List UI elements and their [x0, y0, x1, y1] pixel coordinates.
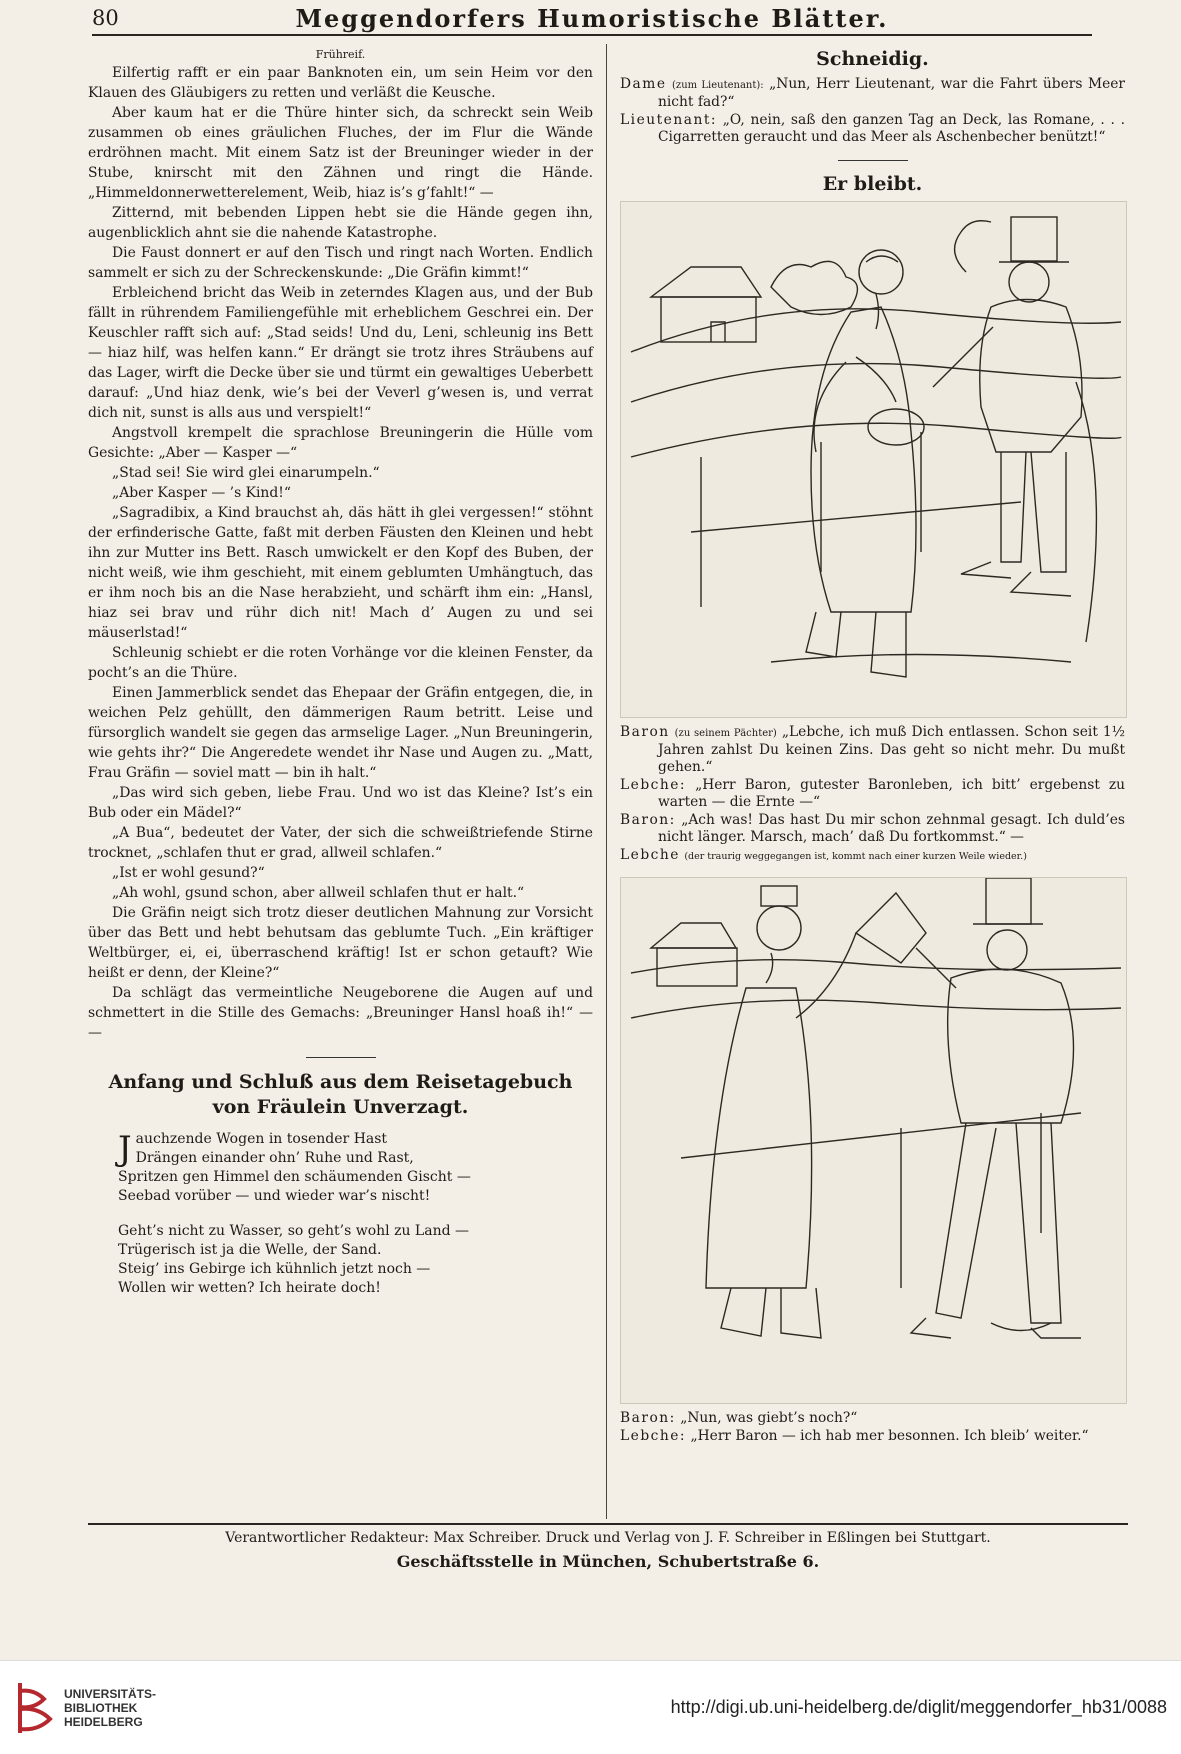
poem-line: Steig’ ins Gebirge ich kühnlich jetzt noch — — [118, 1261, 431, 1277]
story-paragraph: Schleunig schiebt er die roten Vorhänge vor die kleinen Fenster, da pocht’s an die Thüre. — [88, 645, 593, 681]
footer-rule — [88, 1523, 1128, 1525]
cartoon-title: Er bleibt. — [822, 173, 923, 195]
library-name-line: UNIVERSITÄTS- — [64, 1687, 157, 1701]
page-number: 80 — [92, 6, 119, 30]
dialog-line — [620, 112, 1125, 146]
university-library-logo-icon — [14, 1679, 56, 1737]
cartoon-drawing — [621, 878, 1126, 1403]
library-bar — [0, 1660, 1181, 1754]
right-column — [620, 48, 1125, 1446]
story-paragraph: „Ist er wohl gesund?“ — [112, 865, 265, 881]
dialog-text: „Nun, Herr Lieutenant, war die Fahrt übers Meer nicht fad?“ — [658, 76, 1126, 110]
story-paragraph: Einen Jammerblick sendet das Ehepaar der Gräfin entgegen, die, in weichen Pelz gehüllt, den dämmerigen Raum betritt. Leise und fürsorglich wandelt sie gegen das armselige Lager. „Nun Breuningerin, wie gehts ihr?“ Die Angeredete wendet ihr Nase und Augen zu. „Matt, Frau Gräfin — soviel matt — bin ih halt.“ — [88, 685, 593, 781]
poem-line: Drängen einander ohn’ Ruhe und Rast, — [135, 1150, 414, 1166]
speaker-name: Lebche: — [620, 777, 687, 793]
dialog-line — [620, 1410, 1125, 1427]
dialog-line — [620, 777, 1125, 811]
dialog-line — [620, 847, 1125, 865]
stage-note: (zu seinem Pächter) — [674, 728, 777, 739]
story-paragraph: Eilfertig rafft er ein paar Banknoten ein, um sein Heim vor den Klauen des Gläubigers zu retten und verläßt die Keusche. — [88, 65, 593, 101]
column-divider — [606, 44, 607, 1519]
speaker-name: Lebche: — [620, 1428, 687, 1444]
story-paragraph: „Das wird sich geben, liebe Frau. Und wo ist das Kleine? Ist’s ein Bub oder ein Mädel?“ — [88, 785, 593, 821]
poem-line: Spritzen gen Himmel den schäumenden Gischt — — [118, 1169, 471, 1185]
anecdote-title: Schneidig. — [816, 48, 929, 70]
stage-note: (zum Lieutenant): — [672, 80, 764, 91]
dialog-text: „Nun, was giebt’s noch?“ — [680, 1410, 858, 1426]
cartoon-caption-1 — [620, 724, 1125, 865]
library-name-line: HEIDELBERG — [64, 1715, 143, 1729]
speaker-name: Baron: — [620, 1410, 676, 1426]
story-paragraph: Die Gräfin neigt sich trotz dieser deutlichen Mahnung zur Vorsicht über das Bett und hebt behutsam das geblumte Tuch. „Ein kräftiger Weltbürger, ei, ei, überraschend kräftig! Ist er schon getauft? Wie heißt er denn, der Kleine?“ — [88, 905, 593, 981]
source-url[interactable]: http://digi.ub.uni-heidelberg.de/diglit/meggendorfer_hb31/0088 — [670, 1697, 1167, 1717]
dialog-line — [620, 724, 1125, 776]
story-paragraph: „Sagradibix, a Kind brauchst ah, däs hätt ih glei vergessen!“ stöhnt der erfinderische Gatte, faßt mit derben Fäusten den Kleinen und hebt ihn zur Mutter ins Bett. Rasch umwickelt er den Kopf des Buben, der nicht weiß, wie ihm geschieht, mit einem geblumten Umhängtuch, das er ihm noch bis an die Nase herabzieht, und schärft ihm ein: „Hansl, hiaz sei brav und rühr dich nit! Mach d’ Augen zu und sei mäuserlstad!“ — [88, 505, 593, 641]
poem-line: Geht’s nicht zu Wasser, so geht’s wohl zu Land — — [118, 1223, 470, 1239]
poem-stanza — [118, 1130, 593, 1206]
cartoon-illustration-2 — [620, 877, 1127, 1404]
speaker-name: Baron: — [620, 812, 676, 828]
story-head: Frühreif. — [315, 48, 366, 61]
cartoon-drawing — [621, 202, 1126, 717]
page-header — [92, 6, 1092, 36]
speaker-name: Baron — [620, 724, 670, 740]
dialog-text: „Lebche, ich muß Dich entlassen. Schon seit 1½ Jahren zahlst Du keinen Zins. Das geht so nicht mehr. Du mußt gehen.“ — [658, 724, 1126, 775]
cartoon-illustration-1 — [620, 201, 1127, 718]
story-paragraph: „Aber Kasper — ’s Kind!“ — [112, 485, 291, 501]
story-paragraph: Zitternd, mit bebenden Lippen hebt sie die Hände gegen ihn, augenblicklich ahnt sie die nahende Katastrophe. — [88, 205, 593, 241]
poem-drop-initial: J — [118, 1129, 132, 1169]
speaker-name: Dame — [620, 76, 667, 92]
section-divider — [306, 1057, 376, 1058]
story-paragraph: Da schlägt das vermeintliche Neugeborene die Augen auf und schmettert in die Stille des Gemachs: „Breuninger Hansl hoaß ih!“ — — — [88, 985, 593, 1041]
cartoon-caption-2 — [620, 1410, 1125, 1445]
dialog-text: „Ach was! Das hast Du mir schon zehnmal gesagt. Ich duld’es nicht länger. Marsch, mach’ daß Du fortkommst.“ — — [658, 812, 1125, 845]
section-divider — [838, 160, 908, 161]
story-paragraph: „Ah wohl, gsund schon, aber allweil schlafen thut er halt.“ — [112, 885, 525, 901]
poem-title: Anfang und Schluß aus dem Reisetagebuch von Fräulein Unverzagt. — [108, 1071, 573, 1118]
imprint-line: Verantwortlicher Redakteur: Max Schreiber. Druck und Verlag von J. F. Schreiber in Eßlingen bei Stuttgart. — [225, 1530, 991, 1546]
speaker-name: Lebche — [620, 847, 680, 863]
stage-note: (der traurig weggegangen ist, kommt nach einer kurzen Weile wieder.) — [684, 851, 1027, 862]
running-title: Meggendorfers Humoristische Blätter. — [295, 4, 889, 33]
poem-line: auchzende Wogen in tosender Hast — [135, 1131, 388, 1147]
dialog-text: „O, nein, saß den ganzen Tag an Deck, las Romane, . . . Cigarretten geraucht und das Meer als Aschenbecher benützt!“ — [658, 112, 1125, 145]
poem-line: Seebad vorüber — und wieder war’s nischt! — [118, 1188, 431, 1204]
poem-stanza — [118, 1222, 593, 1298]
story-paragraph: „Stad sei! Sie wird glei einarumpeln.“ — [112, 465, 380, 481]
poem-line: Trügerisch ist ja die Welle, der Sand. — [118, 1242, 382, 1258]
dialog-line — [620, 812, 1125, 846]
speaker-name: Lieutenant: — [620, 112, 718, 128]
left-column — [88, 48, 593, 1314]
story-paragraph: Angstvoll krempelt die sprachlose Breuningerin die Hülle vom Gesichte: „Aber — Kasper —“ — [88, 425, 593, 461]
library-name — [64, 1687, 156, 1729]
dialog-line — [620, 1428, 1125, 1445]
office-address: Geschäftsstelle in München, Schubertstraße 6. — [396, 1552, 820, 1571]
library-name-line: BIBLIOTHEK — [64, 1701, 138, 1715]
poem — [118, 1130, 593, 1298]
story-paragraph: Aber kaum hat er die Thüre hinter sich, da schreckt sein Weib zusammen ob eines gräulichen Fluches, der im Flur die Wände erdröhnen macht. Mit einem Satz ist der Breuninger wieder in der Stube, knirscht mit den Zähnen und ringt die Hände. „Himmeldonnerwetterelement, Weib, hiaz is’s g’fahlt!“ — — [88, 105, 593, 201]
dialog-line — [620, 76, 1125, 111]
story-paragraph: Erbleichend bricht das Weib in zeterndes Klagen aus, und der Bub fällt in rührendem Familiengefühle mit erheblichem Geschrei ein. Der Keuschler rafft sich auf: „Stad seids! Und du, Leni, schleunig ins Bett — hiaz hilf, was helfen kann.“ Er drängt sie trotz ihres Sträubens auf das Lager, wirft die Decke über sie und türmt ein gewaltiges Ueberbett darauf: „Und hiaz denk, wie’s bei der Veverl g’wesen is, und verrat dich nit, sunst is alls aus und verspielt!“ — [88, 285, 593, 421]
story-paragraph: „A Bua“, bedeutet der Vater, der sich die schweißtriefende Stirne trocknet, „schlafen thut er grad, allweil schlafen.“ — [88, 825, 593, 861]
poem-line: Wollen wir wetten? Ich heirate doch! — [118, 1280, 381, 1296]
story-paragraph: Die Faust donnert er auf den Tisch und ringt nach Worten. Endlich sammelt er sich zu der Schreckenskunde: „Die Gräfin kimmt!“ — [88, 245, 593, 281]
dialog-text: „Herr Baron, gutester Baronleben, ich bitt’ ergebenst zu warten — die Ernte —“ — [658, 777, 1125, 810]
dialog-text: „Herr Baron — ich hab mer besonnen. Ich bleib’ weiter.“ — [690, 1428, 1089, 1444]
